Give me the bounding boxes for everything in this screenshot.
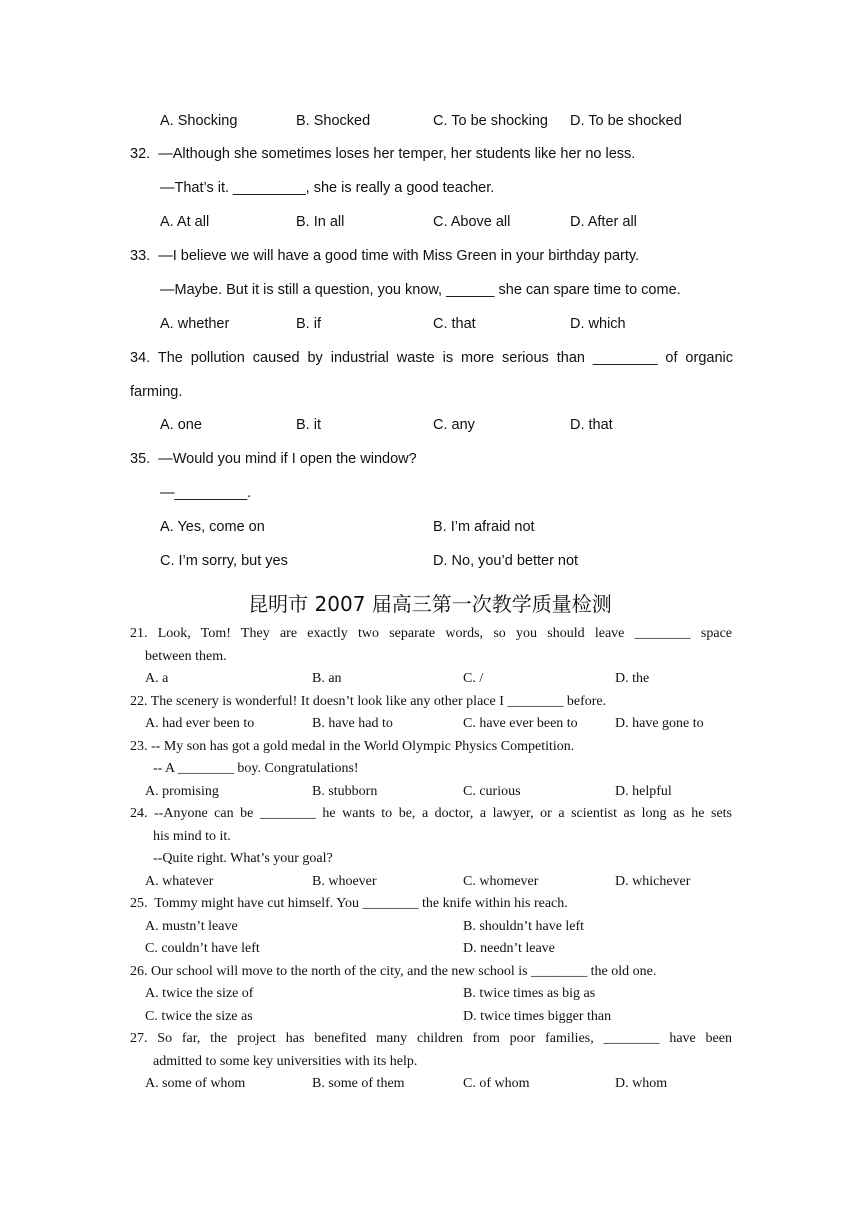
option-b: B. I’m afraid not bbox=[433, 519, 535, 535]
option-b: B. it bbox=[296, 417, 321, 433]
section-title: 昆明市 2007 届高三第一次教学质量检测 bbox=[248, 592, 612, 616]
option-d: D. which bbox=[570, 316, 626, 332]
option-c: C. twice the size as bbox=[145, 1009, 253, 1024]
option-a: A. twice the size of bbox=[145, 986, 254, 1001]
option-b: B. if bbox=[296, 316, 321, 332]
option-b: B. some of them bbox=[312, 1076, 405, 1091]
option-d: D. whom bbox=[615, 1076, 668, 1091]
question-stem: 25. Tommy might have cut himself. You ________ the knife within his reach. bbox=[130, 896, 568, 911]
question-stem-line-2: farming. bbox=[130, 384, 183, 400]
option-a: A. Yes, come on bbox=[160, 519, 265, 535]
option-d: D. twice times bigger than bbox=[463, 1009, 612, 1024]
option-b: B. have had to bbox=[312, 716, 393, 731]
question-stem: 33. —I believe we will have a good time with Miss Green in your birthday party. bbox=[130, 248, 640, 264]
question-reply: —Maybe. But it is still a question, you know, ______ she can spare time to come. bbox=[160, 282, 681, 298]
option-d: D. the bbox=[615, 671, 650, 686]
question-stem: 22. The scenery is wonderful! It doesn’t look like any other place I ________ before. bbox=[130, 694, 607, 709]
question-stem: 26. Our school will move to the north of the city, and the new school is ________ the old one. bbox=[130, 964, 657, 979]
question-stem: 35. —Would you mind if I open the window? bbox=[130, 451, 417, 467]
question-reply: --Quite right. What’s your goal? bbox=[153, 851, 333, 866]
option-d: D. After all bbox=[570, 214, 637, 230]
option-a: A. whatever bbox=[145, 874, 214, 889]
option-c: C. I’m sorry, but yes bbox=[160, 553, 288, 569]
option-b: B. stubborn bbox=[312, 784, 378, 799]
option-d: D. have gone to bbox=[615, 716, 704, 731]
option-a: A. a bbox=[145, 671, 169, 686]
option-c: C. that bbox=[433, 316, 476, 332]
option-d: D. helpful bbox=[615, 784, 672, 799]
question-reply: —_________. bbox=[160, 485, 252, 501]
option-d: D. that bbox=[570, 417, 613, 433]
option-c: C. curious bbox=[463, 784, 521, 799]
option-b: B. an bbox=[312, 671, 342, 686]
option-a: A. some of whom bbox=[145, 1076, 246, 1091]
question-reply: —That’s it. _________, she is really a good teacher. bbox=[160, 180, 495, 196]
option-d: D. needn’t leave bbox=[463, 941, 555, 956]
option-c: C. of whom bbox=[463, 1076, 530, 1091]
option-a: A. whether bbox=[160, 316, 230, 332]
option-d: D. No, you’d better not bbox=[433, 553, 579, 569]
option-a: A. one bbox=[160, 417, 202, 433]
option-c: C. Above all bbox=[433, 214, 511, 230]
option-b: B. Shocked bbox=[296, 113, 371, 129]
option-a: A. promising bbox=[145, 784, 219, 799]
option-a: A. mustn’t leave bbox=[145, 919, 238, 934]
option-c: C. have ever been to bbox=[463, 716, 578, 731]
option-b: B. whoever bbox=[312, 874, 377, 889]
option-a: A. had ever been to bbox=[145, 716, 255, 731]
question-reply: -- A ________ boy. Congratulations! bbox=[153, 761, 359, 776]
question-stem-line-1: 27. So far, the project has benefited many children from poor families, ________ have been bbox=[130, 1031, 732, 1046]
question-stem-line-1: 34. The pollution caused by industrial waste is more serious than ________ of organic bbox=[130, 350, 733, 366]
question-stem: 23. -- My son has got a gold medal in the World Olympic Physics Competition. bbox=[130, 739, 575, 754]
option-c: C. couldn’t have left bbox=[145, 941, 260, 956]
option-d: D. To be shocked bbox=[570, 113, 682, 129]
option-c: C. / bbox=[463, 671, 484, 686]
question-stem-line-1: 24. --Anyone can be ________ he wants to be, a doctor, a lawyer, or a scientist as long as he sets bbox=[130, 806, 732, 821]
option-c: C. whomever bbox=[463, 874, 539, 889]
option-b: B. shouldn’t have left bbox=[463, 919, 585, 934]
option-c: C. any bbox=[433, 417, 475, 433]
option-d: D. whichever bbox=[615, 874, 691, 889]
question-stem-line-2: admitted to some key universities with its help. bbox=[153, 1054, 418, 1069]
question-stem: 32. —Although she sometimes loses her temper, her students like her no less. bbox=[130, 146, 636, 162]
option-c: C. To be shocking bbox=[433, 113, 548, 129]
question-stem-line-2: his mind to it. bbox=[153, 829, 231, 844]
option-a: A. Shocking bbox=[160, 113, 238, 129]
option-b: B. twice times as big as bbox=[463, 986, 596, 1001]
question-stem-line-1: 21. Look, Tom! They are exactly two separate words, so you should leave ________ space bbox=[130, 626, 732, 641]
question-stem-line-2: between them. bbox=[145, 649, 227, 664]
option-a: A. At all bbox=[160, 214, 210, 230]
option-b: B. In all bbox=[296, 214, 345, 230]
